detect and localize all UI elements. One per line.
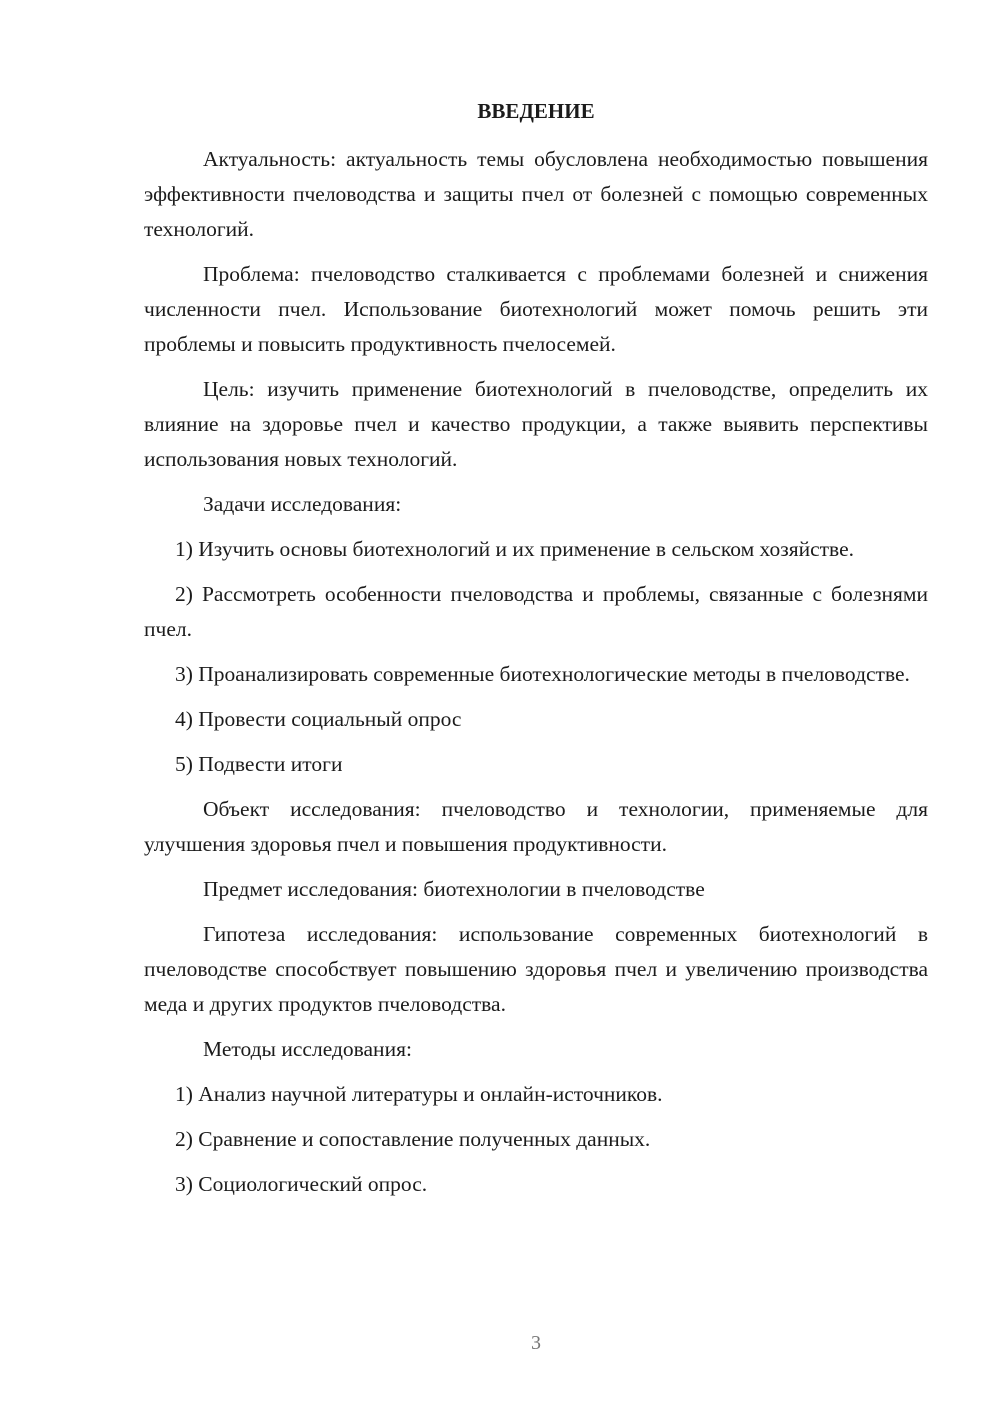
methods-heading: Методы исследования: — [203, 1037, 412, 1061]
task-item: 4) Провести социальный опрос — [175, 707, 462, 731]
page-number: 3 — [531, 1332, 541, 1354]
task-item: 1) Изучить основы биотехнологий и их применение в сельском хозяйстве. — [175, 537, 855, 561]
document-body — [144, 96, 928, 1212]
relevance-paragraph: Актуальность: актуальность темы обусловлена необходимостью повышения эффективности пчеловодства и защиты пчел от болезней с помощью современных технологий. — [144, 147, 928, 241]
task-item: 2) Рассмотреть особенности пчеловодства и проблемы, связанные с болезнями пчел. — [144, 582, 928, 641]
object-paragraph: Объект исследования: пчеловодство и технологии, применяемые для улучшения здоровья пчел и повышения продуктивности. — [144, 797, 928, 856]
method-item: 1) Анализ научной литературы и онлайн-источников. — [175, 1082, 663, 1106]
method-item: 2) Сравнение и сопоставление полученных данных. — [175, 1127, 651, 1151]
goal-paragraph: Цель: изучить применение биотехнологий в пчеловодстве, определить их влияние на здоровье пчел и качество продукции, а также выявить перспективы использования новых технологий. — [144, 377, 928, 471]
problem-paragraph: Проблема: пчеловодство сталкивается с проблемами болезней и снижения численности пчел. Использование биотехнологий может помочь решить эти проблемы и повысить продуктивность пчелосемей. — [144, 262, 928, 356]
page-title: ВВЕДЕНИЕ — [477, 99, 595, 123]
subject-paragraph: Предмет исследования: биотехнологии в пчеловодстве — [203, 877, 705, 901]
task-item: 3) Проанализировать современные биотехнологические методы в пчеловодстве. — [175, 662, 910, 686]
tasks-heading: Задачи исследования: — [203, 492, 402, 516]
task-item: 5) Подвести итоги — [175, 752, 343, 776]
method-item: 3) Социологический опрос. — [175, 1172, 428, 1196]
hypothesis-paragraph: Гипотеза исследования: использование современных биотехнологий в пчеловодстве способствует повышению здоровья пчел и увеличению производства меда и других продуктов пчеловодства. — [144, 922, 928, 1016]
